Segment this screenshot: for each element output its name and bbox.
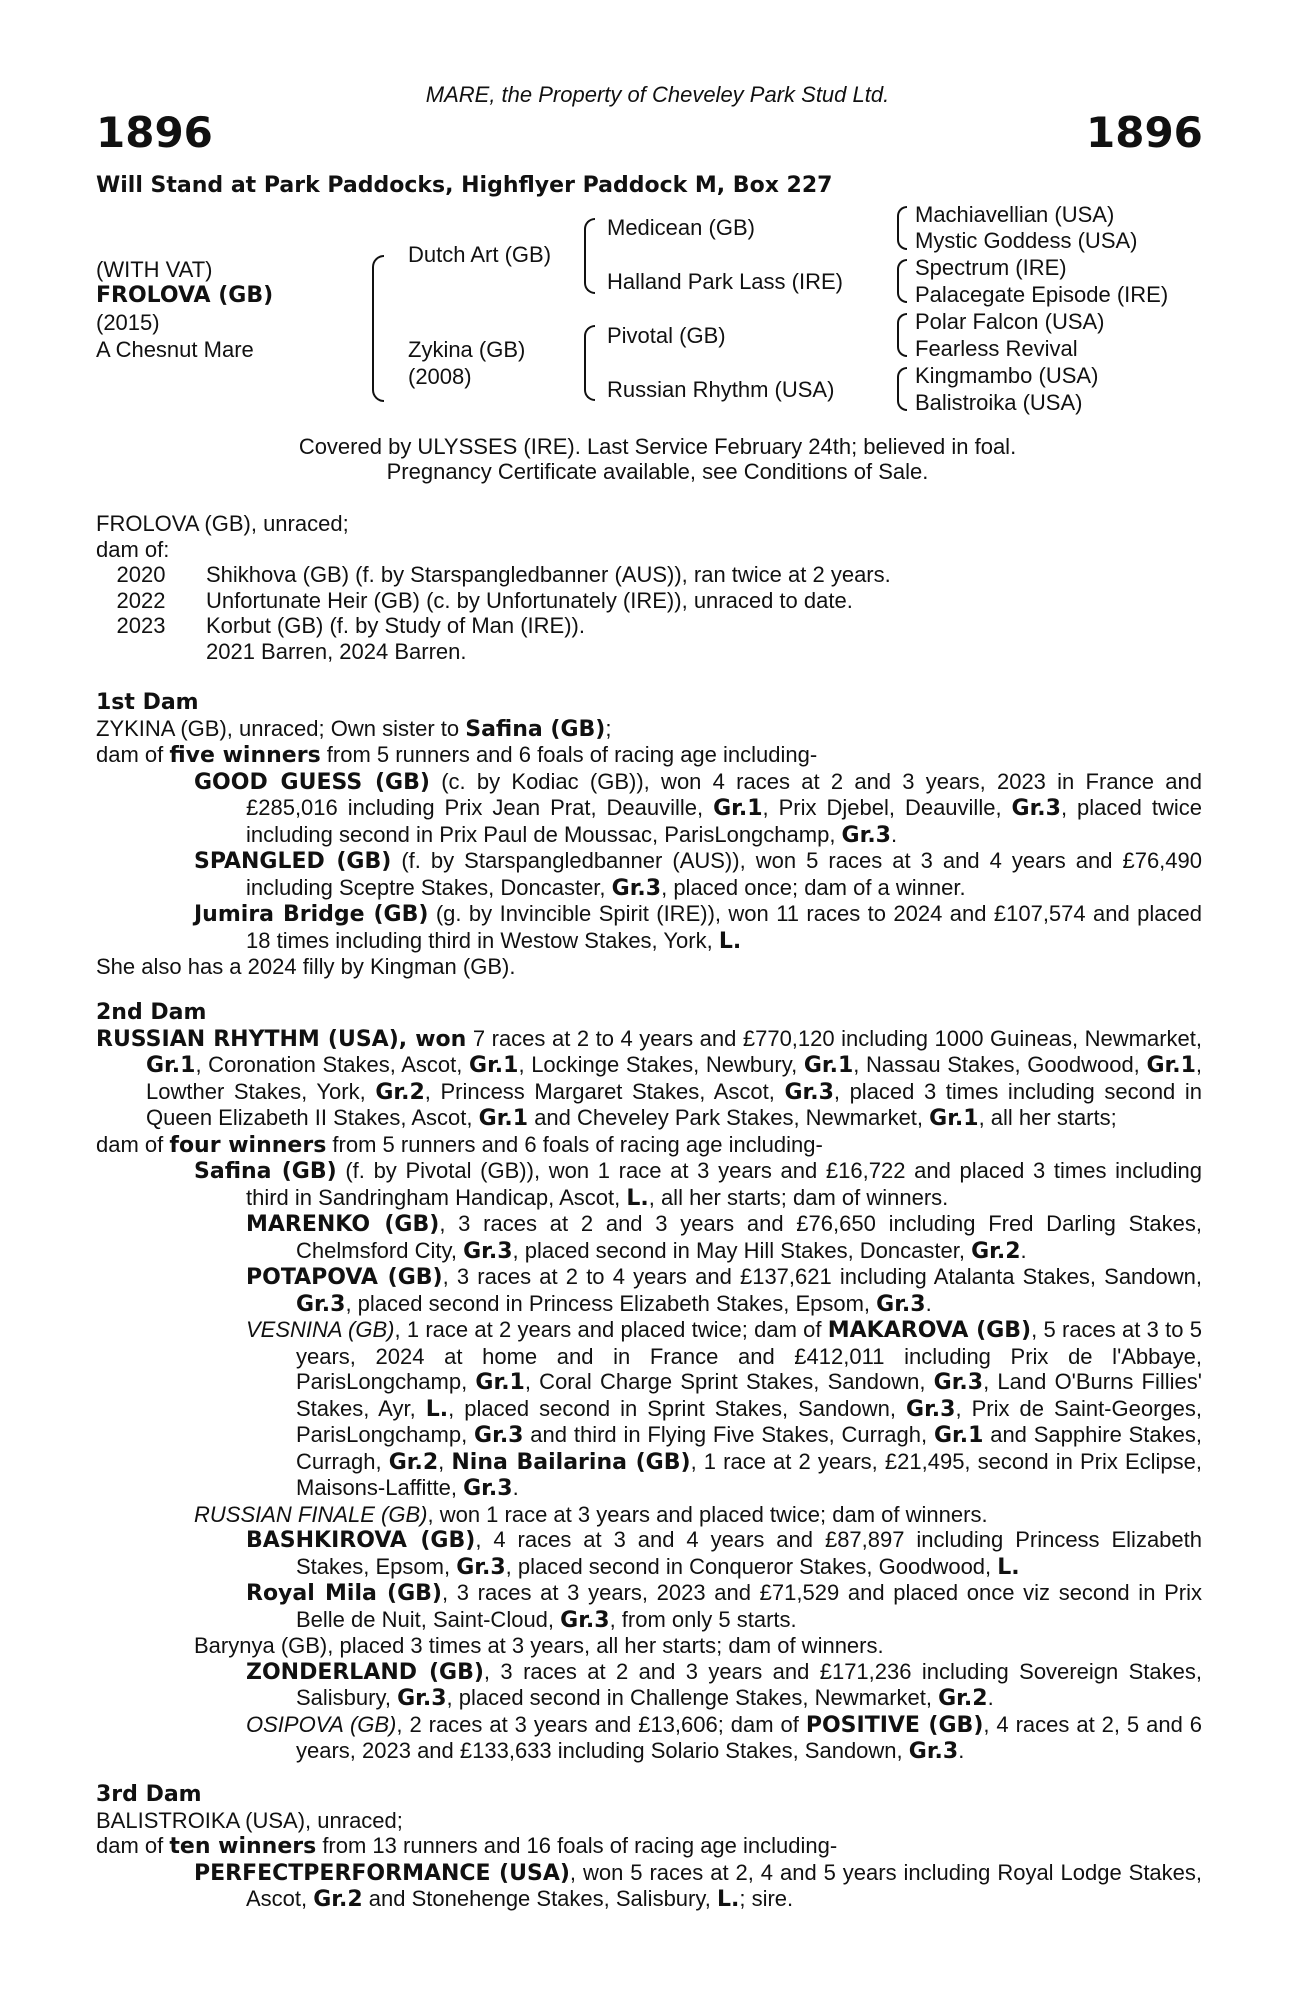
text: ; sire.	[739, 1886, 794, 1911]
grade: Gr.2	[938, 1686, 988, 1711]
progeny-entry	[96, 848, 1202, 901]
dam-name: RUSSIAN RHYTHM (USA), won	[96, 1026, 467, 1052]
grade: Gr.1	[1146, 1053, 1196, 1078]
covering-line-2: Pregnancy Certificate available, see Conditions of Sale.	[386, 459, 929, 484]
progeny-name: ZONDERLAND (GB)	[246, 1659, 484, 1685]
progeny-name: MARENKO (GB)	[246, 1212, 440, 1237]
text: , all her starts; dam of winners.	[648, 1184, 949, 1210]
grade: Gr.1	[469, 1053, 519, 1078]
pedigree-g3: Spectrum (IRE)	[915, 255, 1067, 280]
horse-name: FROLOVA (GB)	[96, 283, 274, 308]
pedigree-brace-main	[372, 255, 384, 402]
progeny-name: GOOD GUESS (GB)	[194, 769, 430, 795]
winners-count: four winners	[169, 1132, 327, 1158]
horse-link: Safina (GB)	[465, 716, 606, 742]
pedigree-brace-g34	[897, 259, 907, 303]
text: , placed once; dam of a winner.	[661, 874, 966, 900]
text: , won 1 race at 3 years and placed twice; dam of winners.	[427, 1501, 988, 1527]
grade: Gr.3	[463, 1238, 513, 1264]
pedigree-dam-sire: Pivotal (GB)	[607, 323, 726, 348]
third-dam-produce-summary	[96, 1833, 1202, 1860]
grade: Gr.1	[803, 1053, 854, 1078]
progeny-entry	[96, 1211, 1202, 1264]
text: , placed twice including second in Prix Paul de Moussac, ParisLongchamp,	[246, 795, 1202, 847]
text: , 3 races at 2 and 3 years and £171,236 including Sovereign Stakes, Salisbury,	[296, 1658, 1202, 1710]
progeny-name: RUSSIAN FINALE (GB)	[194, 1501, 428, 1527]
grade: Gr.1	[478, 1106, 529, 1131]
progeny-entry	[96, 901, 1202, 954]
first-dam-also: She also has a 2024 filly by Kingman (GB).	[96, 954, 516, 979]
grade: Gr.1	[475, 1370, 525, 1395]
pedigree-dam-year: (2008)	[408, 364, 472, 389]
grade: Gr.3	[933, 1370, 984, 1395]
produce-row	[96, 588, 1202, 614]
grade: Gr.3	[1011, 796, 1061, 821]
progeny-name: Jumira Bridge (GB)	[194, 902, 429, 927]
grade: Gr.3	[474, 1423, 524, 1448]
progeny-entry	[96, 1580, 1202, 1633]
progeny-name: SPANGLED (GB)	[194, 849, 392, 874]
text: dam of	[96, 1833, 170, 1858]
produce-year	[96, 639, 186, 665]
text: dam of	[96, 1131, 170, 1157]
grade: L.	[425, 1396, 449, 1422]
produce-row	[96, 639, 1202, 665]
grade: Gr.3	[841, 822, 891, 848]
grade: L.	[997, 1554, 1020, 1580]
progeny-name: MAKAROVA (GB)	[827, 1318, 1032, 1343]
text: .	[987, 1685, 994, 1710]
pedigree-brace-g12	[897, 206, 907, 250]
text: , Coral Charge Sprint Stakes, Sandown,	[524, 1369, 934, 1394]
pedigree-g7: Kingmambo (USA)	[915, 363, 1099, 388]
pedigree-sire: Dutch Art (GB)	[408, 242, 552, 267]
progeny-entry	[96, 1264, 1202, 1317]
pedigree-g8: Balistroika (USA)	[915, 390, 1083, 415]
third-dam-heading: 3rd Dam	[96, 1782, 202, 1807]
text: , Lowther Stakes, York,	[146, 1052, 1202, 1104]
text: , Princess Margaret Stakes, Ascot,	[424, 1078, 785, 1104]
first-dam-line	[96, 716, 1202, 743]
text: and Cheveley Park Stakes, Newmarket,	[528, 1105, 930, 1130]
text: , Coronation Stakes, Ascot,	[195, 1052, 470, 1077]
text: , placed second in Challenge Stakes, Newmarket,	[446, 1685, 939, 1710]
pedigree-g1: Machiavellian (USA)	[915, 202, 1115, 227]
progeny-entry	[96, 1659, 1202, 1712]
text: and Stonehenge Stakes, Salisbury,	[362, 1886, 717, 1911]
grade: Gr.2	[375, 1079, 425, 1105]
grade: Gr.3	[876, 1291, 926, 1317]
second-dam-produce-summary	[96, 1132, 1202, 1159]
text: (f. by Pivotal (GB)), won 1 race at 3 years and £16,722 and placed 3 times including third in Sandringham Handicap, Ascot,	[246, 1158, 1202, 1210]
pedigree-brace-g56	[897, 313, 907, 357]
grade: Gr.2	[388, 1449, 439, 1475]
pedigree-g4: Palacegate Episode (IRE)	[915, 282, 1169, 307]
stand-location: Will Stand at Park Paddocks, Highflyer Paddock M, Box 227	[96, 173, 833, 198]
vendor-line: MARE, the Property of Cheveley Park Stud Ltd.	[425, 82, 890, 107]
vat-label: (WITH VAT)	[96, 257, 213, 282]
pedigree-sire-sire: Medicean (GB)	[607, 215, 755, 240]
progeny-entry	[96, 1712, 1202, 1765]
text: ,	[438, 1448, 452, 1474]
text: , 3 races at 3 years, 2023 and £71,529 and placed once viz second in Prix Belle de Nuit, Saint-Cloud,	[296, 1580, 1202, 1632]
grade: Gr.1	[933, 1423, 984, 1448]
text: .	[958, 1738, 965, 1763]
produce-row	[96, 562, 1202, 588]
text: , placed second in Conqueror Stakes, Goodwood,	[505, 1553, 998, 1579]
grade: Gr.3	[463, 1476, 513, 1501]
text: (g. by Invincible Spirit (IRE)), won 11 races to 2024 and £107,574 and placed 18 times including third in Westow Stakes, York,	[246, 901, 1202, 953]
produce-dam-of: dam of:	[96, 536, 170, 562]
text: ZYKINA (GB), unraced; Own sister to	[96, 715, 466, 741]
first-dam-produce-summary	[96, 742, 1202, 769]
progeny-entry	[96, 1502, 1202, 1528]
grade: L.	[716, 1887, 740, 1912]
text: , 1 race at 2 years, £21,495, second in Prix Eclipse, Maisons-Laffitte,	[296, 1448, 1202, 1500]
winners-count: ten winners	[169, 1834, 317, 1859]
first-dam-heading: 1st Dam	[96, 690, 199, 715]
progeny-entry	[96, 1158, 1202, 1211]
text: from 13 runners and 16 foals of racing age including-	[316, 1833, 838, 1858]
pedigree-g6: Fearless Revival	[915, 336, 1078, 361]
progeny-name: OSIPOVA (GB)	[246, 1711, 397, 1737]
text: .	[890, 821, 898, 847]
text: , Land O'Burns Fillies' Stakes, Ayr,	[296, 1369, 1202, 1421]
pedigree-brace-g78	[897, 367, 907, 411]
text: , 1 race at 2 years and placed twice; dam of	[394, 1317, 828, 1342]
pedigree-dam-dam: Russian Rhythm (USA)	[607, 377, 835, 402]
text: , 4 races at 3 and 4 years and £87,897 including Princess Elizabeth Stakes, Epsom,	[296, 1527, 1202, 1579]
grade: Gr.3	[296, 1291, 346, 1317]
pedigree-brace-dam	[584, 325, 595, 401]
text: , 4 races at 2, 5 and 6 years, 2023 and £133,633 including Solario Stakes, Sandown,	[296, 1711, 1202, 1763]
pedigree-dam: Zykina (GB)	[408, 337, 526, 362]
grade: Gr.2	[313, 1887, 363, 1912]
text: and third in Flying Five Stakes, Curragh,	[523, 1422, 934, 1447]
progeny-entry	[96, 1527, 1202, 1580]
lot-number-left: 1896	[96, 108, 213, 157]
progeny-name: POSITIVE (GB)	[805, 1712, 984, 1738]
text: (c. by Kodiac (GB)), won 4 races at 2 and 3 years, 2023 in France and £285,016 including Prix Jean Prat, Deauville,	[246, 768, 1202, 820]
horse-year: (2015)	[96, 310, 160, 335]
second-dam-entry	[96, 1026, 1202, 1132]
second-dam-heading: 2nd Dam	[96, 1000, 207, 1025]
progeny-entry	[96, 769, 1202, 849]
text: , 3 races at 2 and 3 years and £76,650 including Fred Darling Stakes, Chelmsford City,	[296, 1211, 1203, 1263]
produce-row	[96, 613, 1202, 639]
produce-intro: FROLOVA (GB), unraced;	[96, 511, 349, 536]
grade: Gr.3	[908, 1739, 959, 1764]
produce-text: 2021 Barren, 2024 Barren.	[206, 638, 467, 664]
text: , all her starts;	[978, 1105, 1117, 1130]
horse-description: A Chesnut Mare	[96, 337, 254, 362]
produce-text: Unfortunate Heir (GB) (c. by Unfortunately (IRE)), unraced to date.	[206, 587, 853, 613]
text: .	[925, 1290, 932, 1316]
grade: Gr.1	[713, 796, 763, 821]
progeny-name: Safina (GB)	[194, 1159, 337, 1184]
grade: Gr.3	[397, 1686, 447, 1711]
text: , placed 3 times including second in Queen Elizabeth II Stakes, Ascot,	[146, 1078, 1202, 1130]
text: from 5 runners and 6 foals of racing age including-	[320, 742, 818, 767]
grade: Gr.3	[456, 1554, 506, 1580]
text: (f. by Starspangledbanner (AUS)), won 5 races at 3 and 4 years and £76,490 including Sceptre Stakes, Doncaster,	[246, 848, 1202, 900]
text: , Nassau Stakes, Goodwood,	[853, 1052, 1147, 1077]
text: .	[1020, 1237, 1027, 1263]
text: , Prix de Saint-Georges, ParisLongchamp,	[296, 1395, 1202, 1447]
text: from 5 runners and 6 foals of racing age including-	[326, 1131, 823, 1157]
progeny-entry	[96, 1860, 1202, 1913]
second-dam-section	[96, 1000, 1202, 1765]
text: 7 races at 2 to 4 years and £770,120 including 1000 Guineas, Newmarket,	[466, 1025, 1202, 1051]
progeny-entry	[96, 1633, 1202, 1659]
third-dam-line: BALISTROIKA (USA), unraced;	[96, 1807, 403, 1833]
pedigree-sire-dam: Halland Park Lass (IRE)	[607, 269, 843, 294]
progeny-entry	[96, 1317, 1202, 1502]
winners-count: five winners	[169, 743, 321, 768]
progeny-name: BASHKIROVA (GB)	[246, 1528, 476, 1553]
produce-year: 2022	[116, 587, 166, 613]
text: ;	[605, 715, 612, 741]
text: , 5 races at 3 to 5 years, 2024 at home and in France and £412,011 including Prix de l'Abbaye, ParisLongchamp,	[296, 1317, 1202, 1394]
text: , placed second in May Hill Stakes, Doncaster,	[512, 1237, 972, 1263]
grade: Gr.3	[784, 1079, 834, 1105]
pedigree-g2: Mystic Goddess (USA)	[915, 228, 1138, 253]
produce-record	[96, 511, 1202, 664]
produce-year: 2023	[116, 613, 166, 638]
produce-year: 2020	[116, 562, 166, 587]
lot-number-right: 1896	[1086, 108, 1203, 157]
grade: Gr.1	[929, 1106, 979, 1131]
first-dam-section	[96, 690, 1202, 980]
text: , from only 5 starts.	[609, 1606, 797, 1632]
grade: Gr.2	[971, 1238, 1021, 1264]
text: , placed second in Princess Elizabeth Stakes, Epsom,	[345, 1290, 877, 1316]
progeny-name: VESNINA (GB)	[246, 1317, 395, 1342]
text: and Sapphire Stakes, Curragh,	[296, 1422, 1202, 1474]
produce-text: Shikhova (GB) (f. by Starspangledbanner (AUS)), ran twice at 2 years.	[206, 562, 891, 587]
text: , Lockinge Stakes, Newbury,	[518, 1052, 804, 1077]
grade: Gr.3	[611, 875, 662, 901]
text: , 3 races at 2 to 4 years and £137,621 including Atalanta Stakes, Sandown,	[442, 1264, 1202, 1289]
third-dam-section	[96, 1782, 1202, 1913]
grade: Gr.1	[146, 1053, 196, 1078]
text: dam of	[96, 742, 170, 767]
pedigree-g5: Polar Falcon (USA)	[915, 309, 1105, 334]
grade: L.	[626, 1185, 649, 1211]
progeny-name: PERFECTPERFORMANCE (USA)	[194, 1860, 570, 1886]
progeny-name: Royal Mila (GB)	[246, 1581, 442, 1606]
text: , Prix Djebel, Deauville,	[762, 795, 1012, 820]
grade: L.	[718, 928, 742, 954]
text: Barynya (GB), placed 3 times at 3 years, all her starts; dam of winners.	[194, 1633, 884, 1658]
progeny-name: Nina Bailarina (GB)	[451, 1449, 691, 1475]
grade: Gr.3	[560, 1607, 610, 1633]
text: , placed second in Sprint Stakes, Sandown,	[448, 1395, 907, 1421]
progeny-name: POTAPOVA (GB)	[246, 1265, 443, 1290]
pedigree-brace-sire	[584, 218, 595, 294]
text: , 2 races at 3 years and £13,606; dam of	[396, 1711, 806, 1737]
covering-line-1: Covered by ULYSSES (IRE). Last Service February 24th; believed in foal.	[298, 434, 1017, 459]
grade: Gr.3	[906, 1396, 956, 1422]
produce-text: Korbut (GB) (f. by Study of Man (IRE)).	[206, 613, 585, 638]
text: , won 5 races at 2, 4 and 5 years including Royal Lodge Stakes, Ascot,	[246, 1859, 1203, 1911]
text: .	[512, 1475, 519, 1500]
